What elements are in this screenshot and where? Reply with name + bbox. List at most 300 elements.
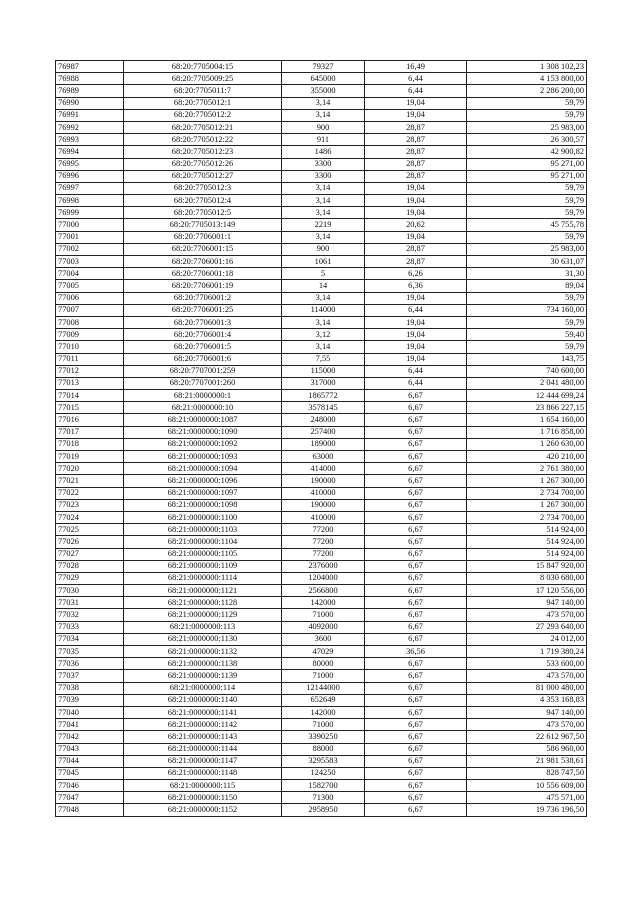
area-cell: 3295583 [282,755,365,767]
amount-cell: 2 041 480,00 [467,377,587,389]
row-number-cell: 77001 [56,231,124,243]
cadastral-number-cell: 68:20:7705012:23 [124,146,282,158]
amount-cell: 1 654 160,00 [467,414,587,426]
table-row [56,329,587,341]
area-cell: 317000 [282,377,365,389]
table-row [56,426,587,438]
rate-cell: 20,62 [365,219,467,231]
table-row [56,633,587,645]
cadastral-number-cell: 68:20:7706001:2 [124,292,282,304]
rate-cell: 6,67 [365,767,467,779]
area-cell: 3,14 [282,292,365,304]
amount-cell: 1 260 630,00 [467,438,587,450]
cadastral-number-cell: 68:21:0000000:1094 [124,463,282,475]
cadastral-number-cell: 68:21:0000000:1103 [124,524,282,536]
table-row [56,597,587,609]
cadastral-number-cell: 68:21:0000000:1152 [124,804,282,816]
row-number-cell: 77041 [56,719,124,731]
amount-cell: 473 570,00 [467,670,587,682]
area-cell: 645000 [282,73,365,85]
cadastral-number-cell: 68:21:0000000:1150 [124,792,282,804]
area-cell: 2376000 [282,560,365,572]
table-row [56,536,587,548]
row-number-cell: 77014 [56,390,124,402]
amount-cell: 475 571,00 [467,792,587,804]
rate-cell: 16,49 [365,61,467,73]
amount-cell: 59,79 [467,207,587,219]
table-row [56,499,587,511]
table-row [56,207,587,219]
area-cell: 3,14 [282,207,365,219]
rate-cell: 28,87 [365,134,467,146]
area-cell: 124250 [282,767,365,779]
amount-cell: 1 308 102,23 [467,61,587,73]
table-row [56,280,587,292]
rate-cell: 6,36 [365,280,467,292]
row-number-cell: 76997 [56,182,124,194]
table-row [56,487,587,499]
table-row [56,767,587,779]
table-row [56,109,587,121]
cadastral-number-cell: 68:20:7706001:4 [124,329,282,341]
row-number-cell: 77024 [56,511,124,523]
amount-cell: 143,75 [467,353,587,365]
row-number-cell: 77033 [56,621,124,633]
amount-cell: 10 556 609,00 [467,780,587,792]
area-cell: 14 [282,280,365,292]
table-row [56,182,587,194]
cadastral-number-cell: 68:21:0000000:113 [124,621,282,633]
area-cell: 1204000 [282,572,365,584]
cadastral-number-cell: 68:20:7705012:22 [124,134,282,146]
row-number-cell: 77029 [56,572,124,584]
row-number-cell: 77023 [56,499,124,511]
amount-cell: 25 983,00 [467,121,587,133]
area-cell: 142000 [282,597,365,609]
amount-cell: 2 734 700,00 [467,511,587,523]
area-cell: 77200 [282,548,365,560]
amount-cell: 23 866 227,15 [467,402,587,414]
rate-cell: 6,67 [365,524,467,536]
table-row [56,731,587,743]
area-cell: 3,14 [282,341,365,353]
cadastral-number-cell: 68:21:0000000:1128 [124,597,282,609]
cadastral-number-cell: 68:20:7706001:3 [124,316,282,328]
area-cell: 77200 [282,536,365,548]
amount-cell: 95 271,00 [467,158,587,170]
amount-cell: 31,30 [467,268,587,280]
amount-cell: 59,79 [467,316,587,328]
cadastral-number-cell: 68:21:0000000:1129 [124,609,282,621]
amount-cell: 81 000 480,00 [467,682,587,694]
cadastral-number-cell: 68:20:7705012:1 [124,97,282,109]
cadastral-number-cell: 68:21:0000000:115 [124,780,282,792]
row-number-cell: 77012 [56,365,124,377]
rate-cell: 6,67 [365,658,467,670]
area-cell: 3578145 [282,402,365,414]
area-cell: 79327 [282,61,365,73]
cadastral-number-cell: 68:21:0000000:1105 [124,548,282,560]
amount-cell: 27 293 640,00 [467,621,587,633]
rate-cell: 6,67 [365,804,467,816]
table-row [56,365,587,377]
rate-cell: 6,44 [365,73,467,85]
amount-cell: 22 612 967,50 [467,731,587,743]
table-row [56,85,587,97]
amount-cell: 8 030 680,00 [467,572,587,584]
cadastral-number-cell: 68:21:0000000:1100 [124,511,282,523]
area-cell: 3,14 [282,97,365,109]
cadastral-number-cell: 68:20:7706001:16 [124,256,282,268]
rate-cell: 6,67 [365,743,467,755]
amount-cell: 4 353 168,83 [467,694,587,706]
cadastral-number-cell: 68:21:0000000:1147 [124,755,282,767]
cadastral-number-cell: 68:21:0000000:10 [124,402,282,414]
cadastral-number-cell: 68:20:7706001:15 [124,243,282,255]
amount-cell: 514 924,00 [467,536,587,548]
row-number-cell: 76994 [56,146,124,158]
table-row [56,73,587,85]
row-number-cell: 77020 [56,463,124,475]
cadastral-number-cell: 68:21:0000000:1144 [124,743,282,755]
row-number-cell: 77015 [56,402,124,414]
area-cell: 88000 [282,743,365,755]
cadastral-number-cell: 68:20:7705009:25 [124,73,282,85]
table-row [56,792,587,804]
cadastral-number-cell: 68:20:7705012:5 [124,207,282,219]
amount-cell: 2 734 700,00 [467,487,587,499]
cadastral-number-cell: 68:20:7705012:26 [124,158,282,170]
area-cell: 3,14 [282,195,365,207]
row-number-cell: 77047 [56,792,124,804]
amount-cell: 533 600,00 [467,658,587,670]
row-number-cell: 77025 [56,524,124,536]
area-cell: 911 [282,134,365,146]
area-cell: 3,14 [282,182,365,194]
row-number-cell: 77018 [56,438,124,450]
cadastral-number-cell: 68:20:7705012:21 [124,121,282,133]
rate-cell: 6,67 [365,731,467,743]
row-number-cell: 76992 [56,121,124,133]
rate-cell: 6,67 [365,670,467,682]
row-number-cell: 77040 [56,706,124,718]
area-cell: 3390250 [282,731,365,743]
cadastral-number-cell: 68:20:7706001:5 [124,341,282,353]
amount-cell: 59,79 [467,109,587,121]
rate-cell: 6,67 [365,621,467,633]
amount-cell: 17 120 556,00 [467,585,587,597]
row-number-cell: 77005 [56,280,124,292]
row-number-cell: 76993 [56,134,124,146]
row-number-cell: 77027 [56,548,124,560]
cadastral-number-cell: 68:20:7706001:25 [124,304,282,316]
row-number-cell: 77026 [56,536,124,548]
rate-cell: 6,67 [365,451,467,463]
rate-cell: 28,87 [365,256,467,268]
cadastral-number-cell: 68:20:7706001:18 [124,268,282,280]
amount-cell: 947 140,00 [467,597,587,609]
area-cell: 1486 [282,146,365,158]
area-cell: 652649 [282,694,365,706]
area-cell: 71000 [282,719,365,731]
amount-cell: 4 153 800,00 [467,73,587,85]
area-cell: 3,12 [282,329,365,341]
amount-cell: 12 444 699,24 [467,390,587,402]
row-number-cell: 77043 [56,743,124,755]
rate-cell: 6,67 [365,487,467,499]
rate-cell: 19,04 [365,182,467,194]
rate-cell: 19,04 [365,353,467,365]
amount-cell: 2 761 380,00 [467,463,587,475]
table-row [56,170,587,182]
cadastral-number-cell: 68:21:0000000:1109 [124,560,282,572]
rate-cell: 6,26 [365,268,467,280]
cadastral-number-cell: 68:20:7705012:27 [124,170,282,182]
rate-cell: 19,04 [365,195,467,207]
table-row [56,548,587,560]
row-number-cell: 76989 [56,85,124,97]
amount-cell: 25 983,00 [467,243,587,255]
row-number-cell: 77007 [56,304,124,316]
table-row [56,706,587,718]
area-cell: 3300 [282,158,365,170]
area-cell: 3300 [282,170,365,182]
row-number-cell: 77030 [56,585,124,597]
area-cell: 1582700 [282,780,365,792]
rate-cell: 6,67 [365,390,467,402]
area-cell: 47029 [282,646,365,658]
row-number-cell: 77031 [56,597,124,609]
rate-cell: 19,04 [365,341,467,353]
area-cell: 2958950 [282,804,365,816]
cadastral-number-cell: 68:20:7707001:259 [124,365,282,377]
amount-cell: 586 960,00 [467,743,587,755]
row-number-cell: 77042 [56,731,124,743]
amount-cell: 59,79 [467,97,587,109]
rate-cell: 6,67 [365,792,467,804]
row-number-cell: 77038 [56,682,124,694]
row-number-cell: 77010 [56,341,124,353]
table-row [56,585,587,597]
rate-cell: 19,04 [365,97,467,109]
row-number-cell: 76996 [56,170,124,182]
cadastral-number-cell: 68:21:0000000:1132 [124,646,282,658]
area-cell: 2566800 [282,585,365,597]
rate-cell: 6,67 [365,780,467,792]
row-number-cell: 77045 [56,767,124,779]
area-cell: 5 [282,268,365,280]
area-cell: 900 [282,121,365,133]
row-number-cell: 76998 [56,195,124,207]
table-row [56,804,587,816]
rate-cell: 19,04 [365,109,467,121]
table-row [56,475,587,487]
cadastral-number-cell: 68:21:0000000:1130 [124,633,282,645]
table-row [56,219,587,231]
table-row [56,414,587,426]
cadastral-number-cell: 68:20:7706001:6 [124,353,282,365]
area-cell: 189000 [282,438,365,450]
cadastral-number-cell: 68:21:0000000:1093 [124,451,282,463]
amount-cell: 473 570,00 [467,719,587,731]
cadastral-number-cell: 68:21:0000000:1098 [124,499,282,511]
cadastral-number-cell: 68:20:7706001:1 [124,231,282,243]
amount-cell: 828 747,50 [467,767,587,779]
rate-cell: 6,67 [365,682,467,694]
table-row [56,511,587,523]
area-cell: 115000 [282,365,365,377]
area-cell: 3600 [282,633,365,645]
cadastral-number-cell: 68:21:0000000:1121 [124,585,282,597]
row-number-cell: 76990 [56,97,124,109]
table-body [56,61,587,817]
amount-cell: 740 600,00 [467,365,587,377]
table-row [56,755,587,767]
row-number-cell: 76999 [56,207,124,219]
table-row [56,743,587,755]
amount-cell: 15 847 920,00 [467,560,587,572]
amount-cell: 514 924,00 [467,524,587,536]
rate-cell: 6,67 [365,706,467,718]
row-number-cell: 77028 [56,560,124,572]
area-cell: 1865772 [282,390,365,402]
row-number-cell: 76987 [56,61,124,73]
amount-cell: 21 981 538,61 [467,755,587,767]
rate-cell: 28,87 [365,121,467,133]
amount-cell: 734 160,00 [467,304,587,316]
rate-cell: 28,87 [365,158,467,170]
rate-cell: 19,04 [365,292,467,304]
row-number-cell: 77039 [56,694,124,706]
cadastral-number-cell: 68:21:0000000:1140 [124,694,282,706]
area-cell: 142000 [282,706,365,718]
cadastral-number-cell: 68:21:0000000:1143 [124,731,282,743]
row-number-cell: 76988 [56,73,124,85]
table-row [56,256,587,268]
row-number-cell: 77032 [56,609,124,621]
row-number-cell: 77036 [56,658,124,670]
rate-cell: 6,67 [365,548,467,560]
table-row [56,231,587,243]
table-row [56,463,587,475]
rate-cell: 19,04 [365,329,467,341]
row-number-cell: 76991 [56,109,124,121]
cadastral-number-cell: 68:21:0000000:1092 [124,438,282,450]
cadastral-number-cell: 68:20:7705004:15 [124,61,282,73]
row-number-cell: 77048 [56,804,124,816]
amount-cell: 95 271,00 [467,170,587,182]
rate-cell: 6,67 [365,414,467,426]
area-cell: 4092000 [282,621,365,633]
rate-cell: 6,67 [365,585,467,597]
row-number-cell: 77046 [56,780,124,792]
area-cell: 7,55 [282,353,365,365]
table-row [56,243,587,255]
area-cell: 12144000 [282,682,365,694]
rate-cell: 6,67 [365,572,467,584]
cadastral-number-cell: 68:20:7705012:4 [124,195,282,207]
area-cell: 71000 [282,609,365,621]
row-number-cell: 77017 [56,426,124,438]
amount-cell: 947 140,00 [467,706,587,718]
amount-cell: 473 570,00 [467,609,587,621]
rate-cell: 6,67 [365,511,467,523]
amount-cell: 24 012,00 [467,633,587,645]
rate-cell: 6,44 [365,365,467,377]
row-number-cell: 77021 [56,475,124,487]
rate-cell: 19,04 [365,207,467,219]
area-cell: 900 [282,243,365,255]
rate-cell: 6,67 [365,426,467,438]
area-cell: 63000 [282,451,365,463]
cadastral-number-cell: 68:20:7705012:2 [124,109,282,121]
table-row [56,195,587,207]
cadastral-number-cell: 68:21:0000000:1097 [124,487,282,499]
cadastral-number-cell: 68:21:0000000:1 [124,390,282,402]
row-number-cell: 77022 [56,487,124,499]
row-number-cell: 77044 [56,755,124,767]
table-row [56,97,587,109]
table-row [56,646,587,658]
table-row [56,268,587,280]
table-row [56,621,587,633]
cadastral-number-cell: 68:21:0000000:1114 [124,572,282,584]
cadastral-number-cell: 68:21:0000000:114 [124,682,282,694]
row-number-cell: 77006 [56,292,124,304]
cadastral-number-cell: 68:21:0000000:1141 [124,706,282,718]
row-number-cell: 77003 [56,256,124,268]
table-row [56,524,587,536]
rate-cell: 6,44 [365,377,467,389]
cadastral-number-cell: 68:21:0000000:1142 [124,719,282,731]
amount-cell: 1 267 300,00 [467,499,587,511]
area-cell: 257400 [282,426,365,438]
amount-cell: 2 286 200,00 [467,85,587,97]
row-number-cell: 76995 [56,158,124,170]
rate-cell: 6,67 [365,719,467,731]
amount-cell: 59,79 [467,231,587,243]
row-number-cell: 77009 [56,329,124,341]
table-row [56,451,587,463]
rate-cell: 6,67 [365,633,467,645]
table-row [56,377,587,389]
rate-cell: 6,67 [365,438,467,450]
table-row [56,341,587,353]
amount-cell: 59,79 [467,182,587,194]
table-row [56,158,587,170]
area-cell: 3,14 [282,231,365,243]
rate-cell: 28,87 [365,243,467,255]
cadastral-number-cell: 68:21:0000000:1138 [124,658,282,670]
row-number-cell: 77016 [56,414,124,426]
table-row [56,316,587,328]
rate-cell: 28,87 [365,146,467,158]
rate-cell: 19,04 [365,316,467,328]
row-number-cell: 77004 [56,268,124,280]
table-row [56,146,587,158]
area-cell: 410000 [282,487,365,499]
table-row [56,61,587,73]
rate-cell: 6,67 [365,560,467,572]
row-number-cell: 77011 [56,353,124,365]
rate-cell: 6,67 [365,463,467,475]
amount-cell: 45 755,78 [467,219,587,231]
amount-cell: 1 716 858,00 [467,426,587,438]
area-cell: 1061 [282,256,365,268]
amount-cell: 42 900,82 [467,146,587,158]
area-cell: 3,14 [282,316,365,328]
amount-cell: 59,79 [467,341,587,353]
